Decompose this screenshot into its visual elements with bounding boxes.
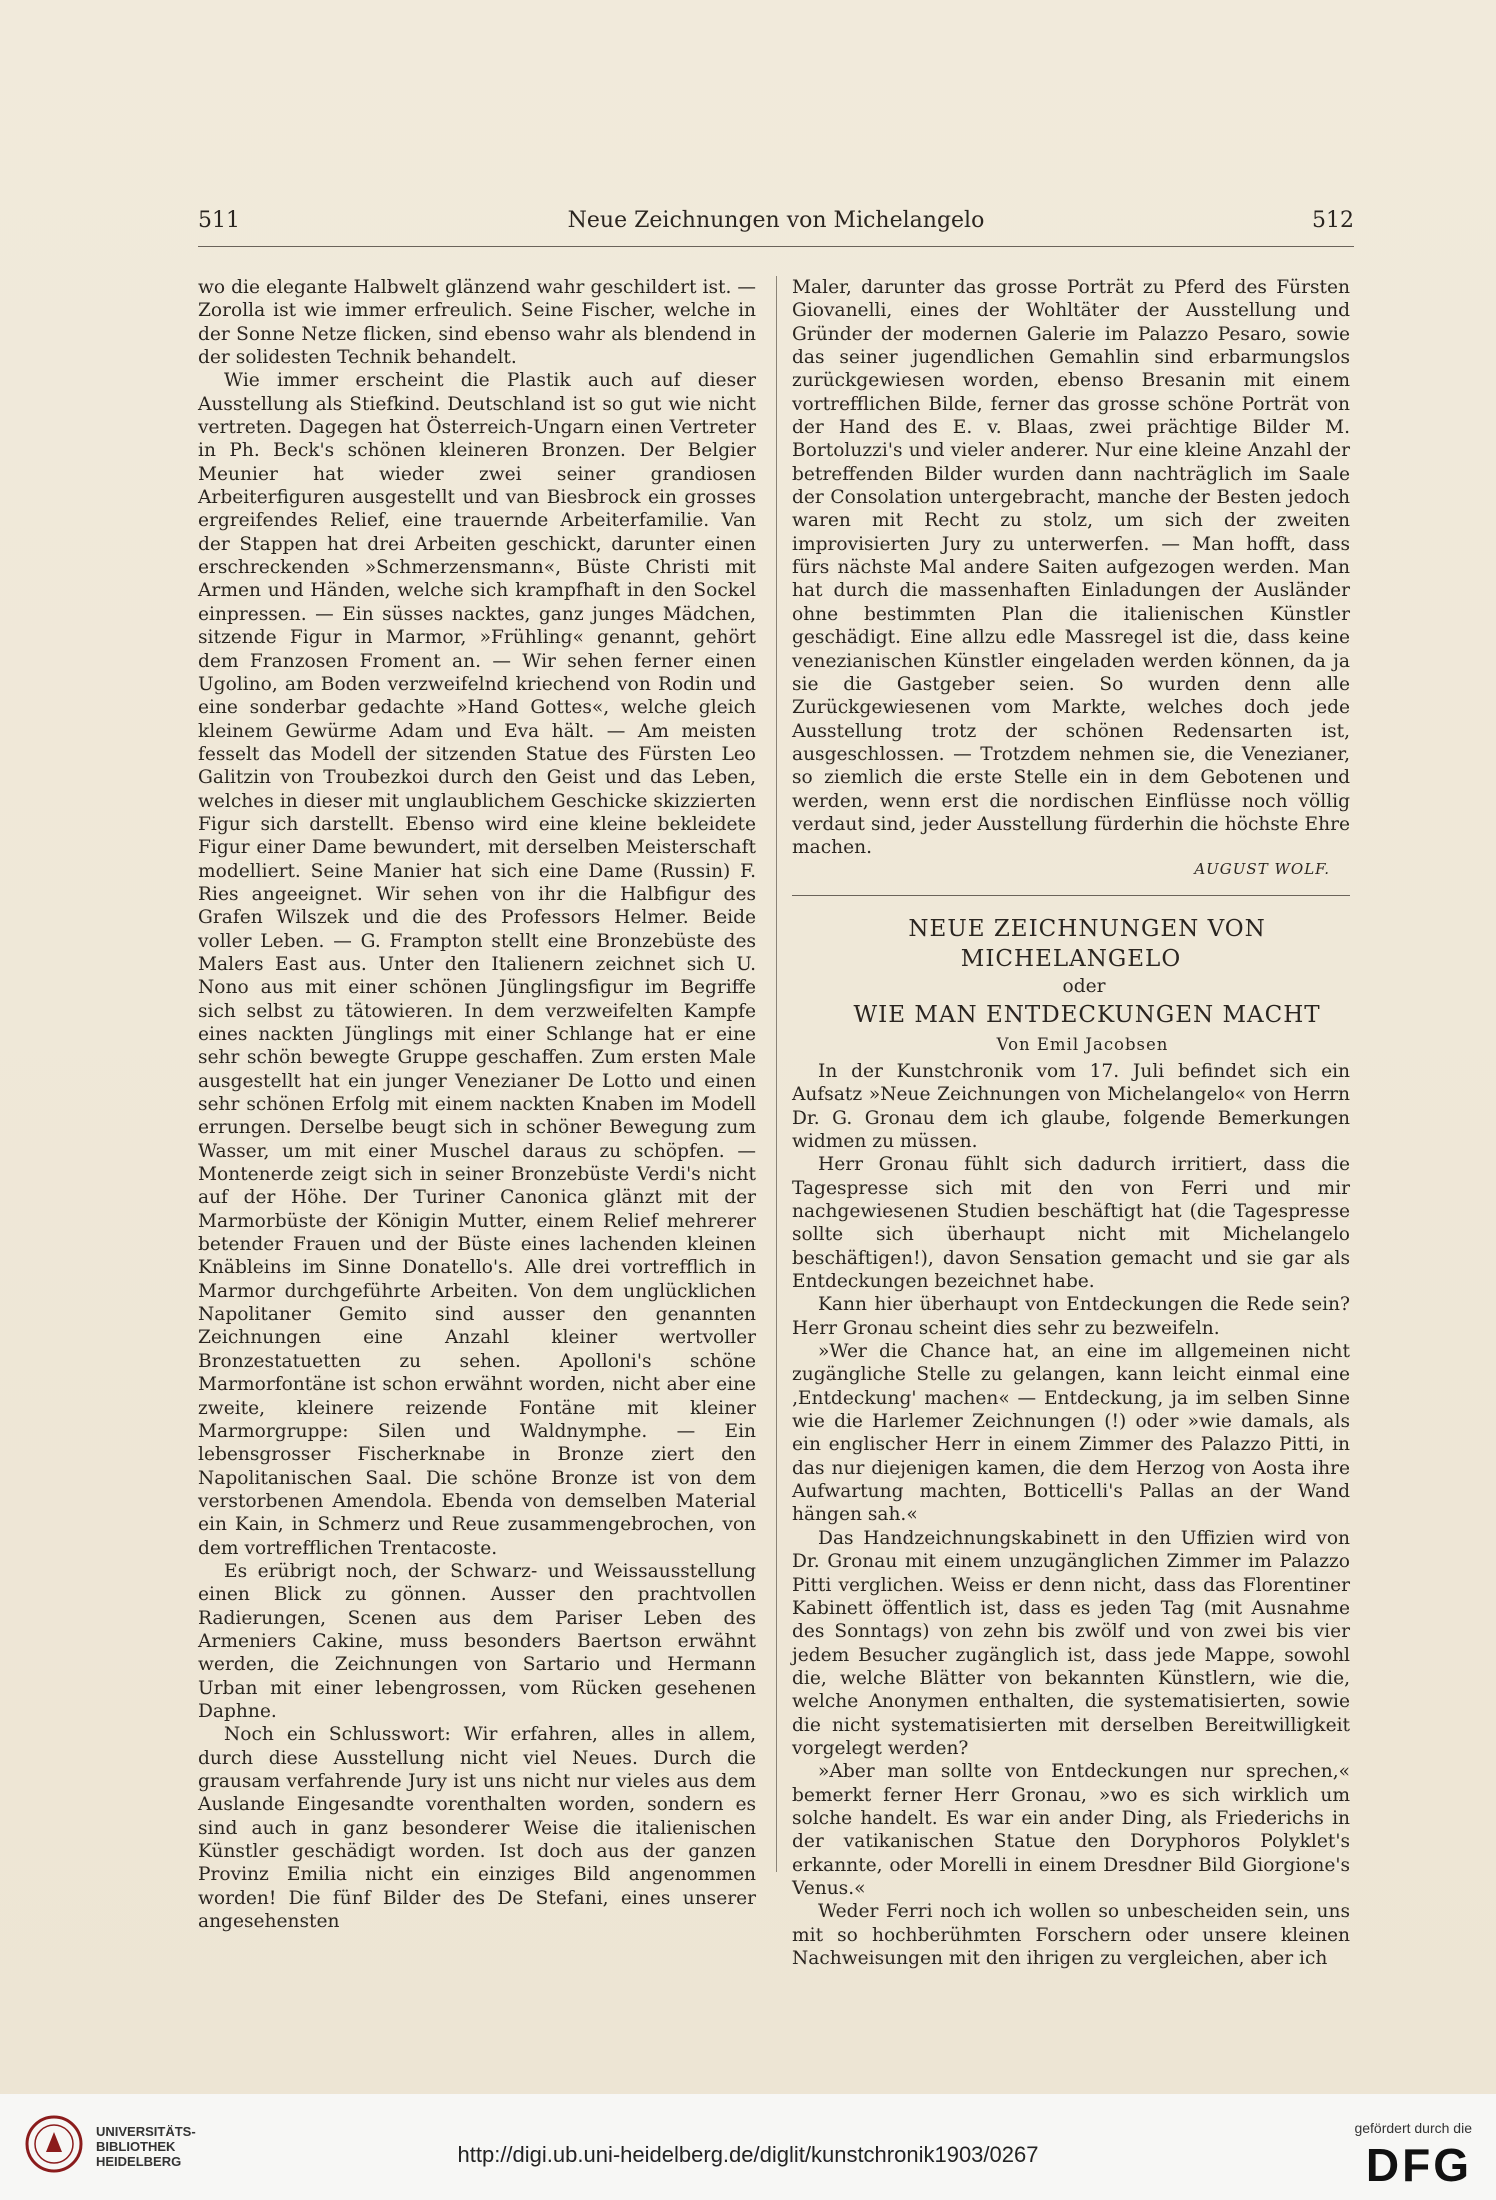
- library-name: UNIVERSITÄTS- BIBLIOTHEK HEIDELBERG: [96, 2124, 196, 2169]
- running-title: Neue Zeichnungen von Michelangelo: [567, 208, 985, 233]
- viewer-footer: [0, 2094, 1496, 2200]
- paragraph: Maler, darunter das grosse Porträt zu Pferd des Fürsten Giovanelli, eines der Wohltäter der Ausstellung und Gründer der modernen Galerie im Palazzo Pesaro, sowie das seiner jugendlichen Gemahlin sind erbarmungslos zurückgewiesen worden, ebenso Bresanin mit einem vortrefflichen Bilde, ferner das grosse schöne Porträt von der Hand des E. v. Blaas, zwei prächtige Bilder M. Bortoluzzi's und vieler anderer. Nur eine kleine Anzahl der betreffenden Bilder wurden dann nachträglich im Saale der Consolation untergebracht, manche der Besten jedoch waren mit Recht zu stolz, um sich der zweiten improvisierten Jury zu unterwerfen. — Man hofft, dass fürs nächste Mal andere Saiten aufgezogen werden. Man hat durch die massenhaften Einladungen der Ausländer ohne bestimmten Plan die italienischen Künstler geschädigt. Eine allzu edle Massregel ist die, dass keine venezianischen Künstler eingeladen werden können, da ja sie die Gastgeber seien. So wurden denn alle Zurückgewiesenen vom Markte, welches doch jede Ausstellung trotz der schönen Redensarten ist, ausgeschlossen. — Trotzdem nehmen sie, die Venezianer, so ziemlich die erste Stelle ein in dem Gebotenen und werden, wenn erst die nordischen Einflüsse noch völlig verdaut sind, jeder Ausstellung fürderhin die höchste Ehre machen.: [792, 277, 1350, 859]
- funding-note: gefördert durch die: [1354, 2120, 1472, 2136]
- article-title: NEUE ZEICHNUNGEN VON MICHELANGELO: [908, 915, 1266, 972]
- article-author: Von Emil Jacobsen: [996, 1034, 1169, 1054]
- dfg-logo: DFG: [1365, 2139, 1472, 2191]
- page-number-left: 511: [198, 208, 240, 233]
- article-subtitle: WIE MAN ENTDECKUNGEN MACHT: [853, 1001, 1321, 1028]
- running-header: [198, 208, 1354, 244]
- left-column: [198, 276, 756, 1933]
- paragraph: »Wer die Chance hat, an eine im allgemeinen nicht zugängliche Stelle zu gelangen, kann leicht einmal eine ‚Entdeckung' machen« — Entdeckung, ja im selben Sinne wie die Harlemer Zeichnungen (!) oder »wie damals, als ein englischer Herr in einem Zimmer des Palazzo Pitti, in das nur diejenigen kamen, die dem Herzog von Aosta ihre Aufwartung machten, Botticelli's Pallas an der Wand hängen sah.«: [792, 1341, 1350, 1526]
- paragraph: Weder Ferri noch ich wollen so unbescheiden sein, uns mit so hochberühmten Forschern oder unsere kleinen Nachweisungen mit den ihrigen zu vergleichen, aber ich: [792, 1901, 1350, 1969]
- author-signature: AUGUST WOLF.: [1194, 859, 1330, 878]
- paragraph: Es erübrigt noch, der Schwarz- und Weissausstellung einen Blick zu gönnen. Ausser den prachtvollen Radierungen, Scenen aus dem Pariser Leben des Armeniers Cakine, muss besonders Baertson erwähnt werden, die Zeichnungen von Sartario und Hermann Urban mit einer lebengrossen, vom Rücken gesehenen Daphne.: [198, 1560, 756, 1722]
- page-number-right: 512: [1312, 208, 1354, 233]
- article-separator: [792, 895, 1350, 896]
- column-divider: [776, 276, 777, 1872]
- paragraph: wo die elegante Halbwelt glänzend wahr geschildert ist. — Zorolla ist wie immer erfreulich. Seine Fischer, welche in der Sonne Netze flicken, sind ebenso wahr als blendend in der solidesten Technik behandelt.: [198, 277, 756, 369]
- paragraph: »Aber man sollte von Entdeckungen nur sprechen,« bemerkt ferner Herr Gronau, »wo es sich wirklich um solche handelt. Es war ein ander Ding, als Friederichs in der vatikanischen Statue den Doryphoros Polyklet's erkannte, oder Morelli in einem Dresdner Bild Giorgione's Venus.«: [792, 1761, 1350, 1899]
- paragraph: Herr Gronau fühlt sich dadurch irritiert, dass die Tagespresse sich mit den von Ferri und mir nachgewiesenen Studien beschäftigt hat (die Tagespresse sollte sich überhaupt nicht mit Michelangelo beschäftigen!), davon Sensation gemacht und sie gar als Entdeckungen bezeichnet habe.: [792, 1154, 1350, 1293]
- paragraph: Wie immer erscheint die Plastik auch auf dieser Ausstellung als Stiefkind. Deutschland ist so gut wie nicht vertreten. Dagegen hat Österreich-Ungarn einen Vertreter in Ph. Beck's schönen kleineren Bronzen. Der Belgier Meunier hat wieder zwei seiner grandiosen Arbeiterfiguren ausgestellt und van Biesbrock ein grosses ergreifendes Relief, eine trauernde Arbeiterfamilie. Van der Stappen hat drei Arbeiten geschickt, darunter einen erschreckenden »Schmerzensmann«, Büste Christi mit Armen und Händen, welche sich krampfhaft in den Sockel einpressen. — Ein süsses nacktes, ganz junges Mädchen, sitzende Figur in Marmor, »Frühling« genannt, gehört dem Franzosen Froment an. — Wir sehen ferner einen Ugolino, am Boden verzweifelnd kriechend von Rodin und eine sonderbar gedachte »Hand Gottes«, welche gleich kleinem Gewürme Adam und Eva hält. — Am meisten fesselt das Modell der sitzenden Statue des Fürsten Leo Galitzin von Troubezkoi durch den Geist und das Leben, welches in dieser mit unglaublichem Geschicke skizzierten Figur sich darstellt. Ebenso wird eine kleine bekleidete Figur einer Dame bewundert, mit derselben Meisterschaft modelliert. Seine Manier hat sich eine Dame (Russin) F. Ries angeeignet. Wir sehen von ihr die Halbfigur des Grafen Wilszek und die des Professors Helmer. Beide voller Leben. — G. Frampton stellt eine Bronzebüste des Malers East aus. Unter den Italienern zeichnet sich U. Nono aus mit einer schönen Jünglingsfigur im Begriffe sich selbst zu tätowieren. In dem verzweifelten Kampfe eines nackten Jünglings mit einer Schlange hat er eine sehr schön bewegte Gruppe geschaffen. Zum ersten Male ausgestellt hat ein junger Venezianer De Lotto und einen sehr schönen Erfolg mit einem nackten Knaben im Modell errungen. Derselbe beugt sich in schöner Bewegung zum Wasser, um mit einer Muschel daraus zu schöpfen. — Montenerde zeigt sich in seiner Bronzebüste Verdi's nicht auf der Höhe. Der Turiner Canonica glänzt mit der Marmorbüste der Königin Mutter, einem Relief mehrerer betender Frauen und der Büste eines lachenden kleinen Knäbleins im Sinne Donatello's. Alle drei vortrefflich in Marmor durchgeführte Arbeiten. Von dem unglücklichen Napolitaner Gemito sind ausser den genannten Zeichnungen eine Anzahl kleiner wertvoller Bronzestatuetten zu sehen. Apolloni's schöne Marmorfontäne ist schon erwähnt worden, nicht aber eine zweite, kleinere reizende Fontäne mit kleiner Marmorgruppe: Silen und Waldnymphe. — Ein lebensgrosser Fischerknabe in Bronze ziert den Napolitanischen Saal. Die schöne Bronze ist von dem verstorbenen Amendola. Ebenda von demselben Material ein Kain, in Schmerz und Reue zusammengebrochen, von dem vortrefflichen Trentacoste.: [198, 370, 756, 1559]
- paragraph: Kann hier überhaupt von Entdeckungen die Rede sein? Herr Gronau scheint dies sehr zu bezweifeln.: [792, 1294, 1350, 1339]
- paragraph: Das Handzeichnungskabinett in den Uffizien wird von Dr. Gronau mit einem unzugänglichen Zimmer im Palazzo Pitti verglichen. Weiss er denn nicht, dass das Florentiner Kabinett öffentlich ist, dass es jeden Tag (mit Ausnahme des Sonntags) von zehn bis zwölf und von zwei bis vier jedem Besucher zugänglich ist, dass jede Mappe, sowohl die, welche Blätter von bekannten Künstlern, wie die, welche Anonymen enthalten, die systematisierten, sowie die nicht systematisierten mit derselben Bereitwilligkeit vorgelegt werden?: [792, 1527, 1350, 1759]
- header-rule: [198, 246, 1354, 247]
- article-oder: oder: [1062, 975, 1106, 997]
- paragraph: Noch ein Schlusswort: Wir erfahren, alles in allem, durch diese Ausstellung nicht viel Neues. Durch die grausam verfahrende Jury ist uns nicht nur vieles aus dem Auslande Eingesandte vorenthalten worden, sondern es sind auch in ganz besonderer Weise die italienischen Künstler geschädigt worden. Ist doch aus der ganzen Provinz Emilia nicht ein einziges Bild angenommen worden! Die fünf Bilder des De Stefani, eines unserer angesehensten: [198, 1724, 756, 1933]
- right-column: [792, 276, 1350, 1970]
- paragraph: In der Kunstchronik vom 17. Juli befindet sich ein Aufsatz »Neue Zeichnungen von Michelangelo« von Herrn Dr. G. Gronau dem ich glaube, folgende Bemerkungen widmen zu müssen.: [792, 1060, 1350, 1152]
- permalink-url[interactable]: http://digi.ub.uni-heidelberg.de/diglit/kunstchronik1903/0267: [457, 2142, 1039, 2167]
